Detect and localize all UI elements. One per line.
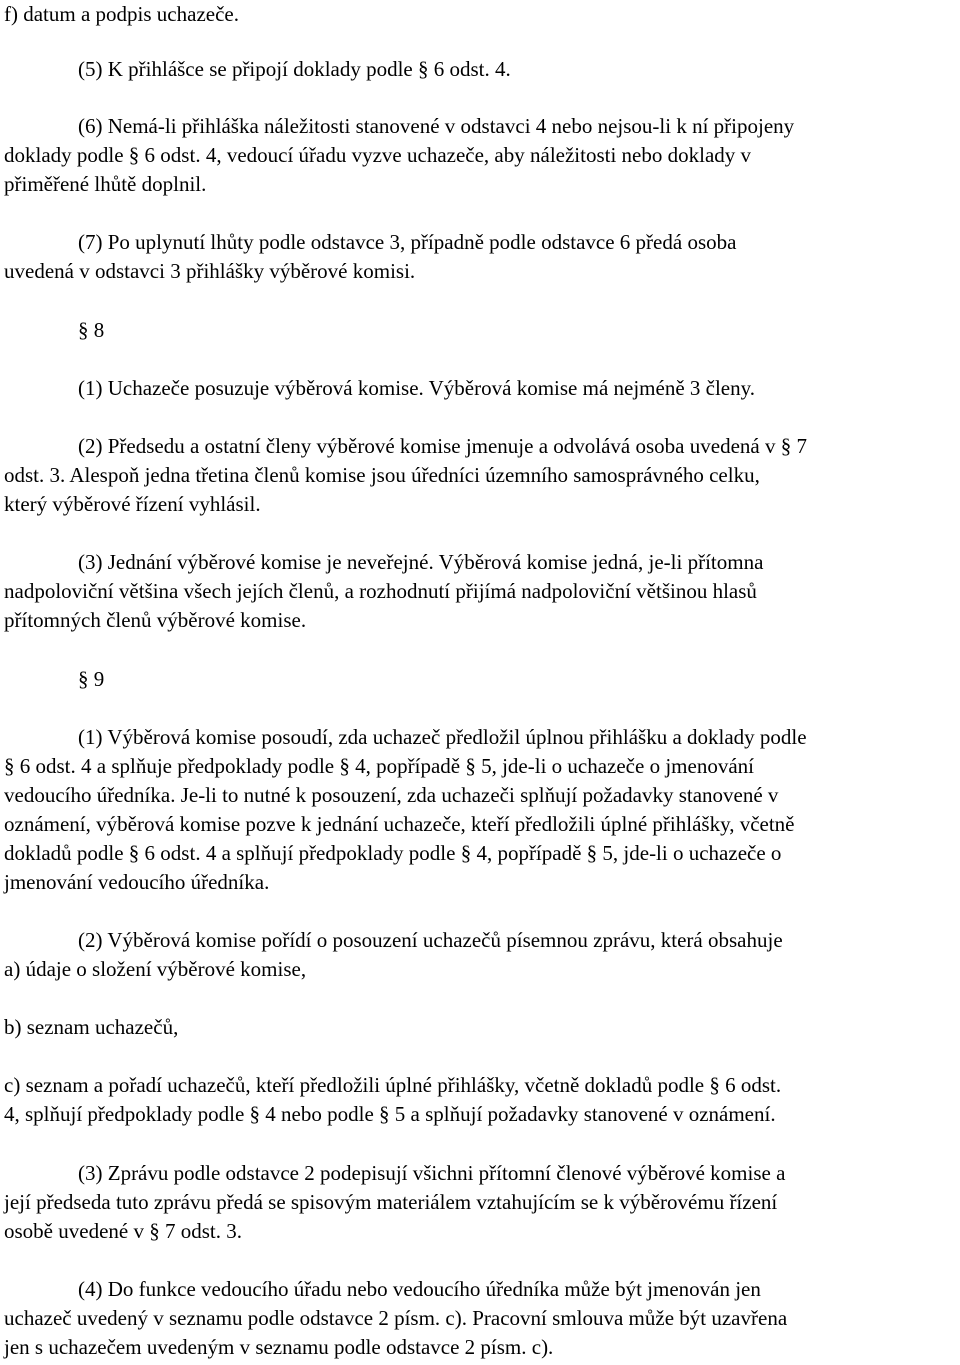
paragraph-1-line: (1) Výběrová komise posoudí, zda uchazeč předložil úplnou přihlášku a doklady podle: [78, 725, 807, 749]
paragraph-3-line: přítomných členů výběrové komise.: [4, 608, 307, 632]
paragraph-3-line: (3) Zprávu podle odstavce 2 podepisují všichni přítomní členové výběrové komise a: [78, 1161, 786, 1185]
paragraph-1-line: dokladů podle § 6 odst. 4 a splňují předpoklady podle § 4, popřípadě § 5, jde-li o uchazeče o: [4, 841, 782, 865]
paragraph-4-line: uchazeč uvedený v seznamu podle odstavce 2 písm. c). Pracovní smlouva může být uzavřena: [4, 1306, 788, 1330]
paragraph-3-line: nadpoloviční většina všech jejích členů, a rozhodnutí přijímá nadpoloviční většinou hlasů: [4, 579, 757, 603]
paragraph-1-line: (1) Uchazeče posuzuje výběrová komise. Výběrová komise má nejméně 3 členy.: [78, 376, 756, 400]
text-line: f) datum a podpis uchazeče.: [4, 2, 239, 26]
paragraph-3-line: její předseda tuto zprávu předá se spisovým materiálem vztahujícím se k výběrovému řízení: [4, 1190, 778, 1214]
paragraph-6-line: doklady podle § 6 odst. 4, vedoucí úřadu vyzve uchazeče, aby náležitosti nebo doklady v: [4, 143, 752, 167]
paragraph-3-line: (3) Jednání výběrové komise je neveřejné. Výběrová komise jedná, je-li přítomna: [78, 550, 764, 574]
paragraph-4-line: jen s uchazečem uvedeným v seznamu podle odstavce 2 písm. c).: [4, 1335, 554, 1359]
paragraph-1-line: vedoucího úředníka. Je-li to nutné k posouzení, zda uchazeči splňují požadavky stanovené v: [4, 783, 779, 807]
section-heading: § 9: [78, 667, 105, 691]
paragraph-6-line: přiměřené lhůtě doplnil.: [4, 172, 207, 196]
paragraph-7-line: (7) Po uplynutí lhůty podle odstavce 3, případně podle odstavce 6 předá osoba: [78, 230, 737, 254]
paragraph-7-line: uvedená v odstavci 3 přihlášky výběrové komisi.: [4, 259, 416, 283]
paragraph-4-line: (4) Do funkce vedoucího úřadu nebo vedoucího úředníka může být jmenován jen: [78, 1277, 761, 1301]
paragraph-1-line: § 6 odst. 4 a splňuje předpoklady podle § 4, popřípadě § 5, jde-li o uchazeče o jmenování: [4, 754, 754, 778]
list-item-a: a) údaje o složení výběrové komise,: [4, 957, 307, 981]
paragraph-2-line: odst. 3. Alespoň jedna třetina členů komise jsou úředníci územního samosprávného celku,: [4, 463, 760, 487]
paragraph-3-line: osobě uvedené v § 7 odst. 3.: [4, 1219, 242, 1243]
section-heading: § 8: [78, 318, 105, 342]
list-item-c: c) seznam a pořadí uchazečů, kteří předložili úplné přihlášky, včetně dokladů podle § 6 odst.: [4, 1073, 782, 1097]
paragraph-2-line: (2) Výběrová komise pořídí o posouzení uchazečů písemnou zprávu, která obsahuje: [78, 928, 783, 952]
paragraph-5-line: (5) K přihlášce se připojí doklady podle § 6 odst. 4.: [78, 57, 511, 81]
list-item-c: 4, splňují předpoklady podle § 4 nebo podle § 5 a splňují požadavky stanovené v oznámení.: [4, 1102, 776, 1126]
paragraph-2-line: (2) Předsedu a ostatní členy výběrové komise jmenuje a odvolává osoba uvedená v § 7: [78, 434, 807, 458]
paragraph-6-line: (6) Nemá-li přihláška náležitosti stanovené v odstavci 4 nebo nejsou-li k ní připojeny: [78, 114, 795, 138]
list-item-b: b) seznam uchazečů,: [4, 1015, 179, 1039]
paragraph-2-line: který výběrové řízení vyhlásil.: [4, 492, 261, 516]
paragraph-1-line: oznámení, výběrová komise pozve k jednání uchazeče, kteří předložili úplné přihlášky, včetně: [4, 812, 795, 836]
paragraph-1-line: jmenování vedoucího úředníka.: [4, 870, 270, 894]
